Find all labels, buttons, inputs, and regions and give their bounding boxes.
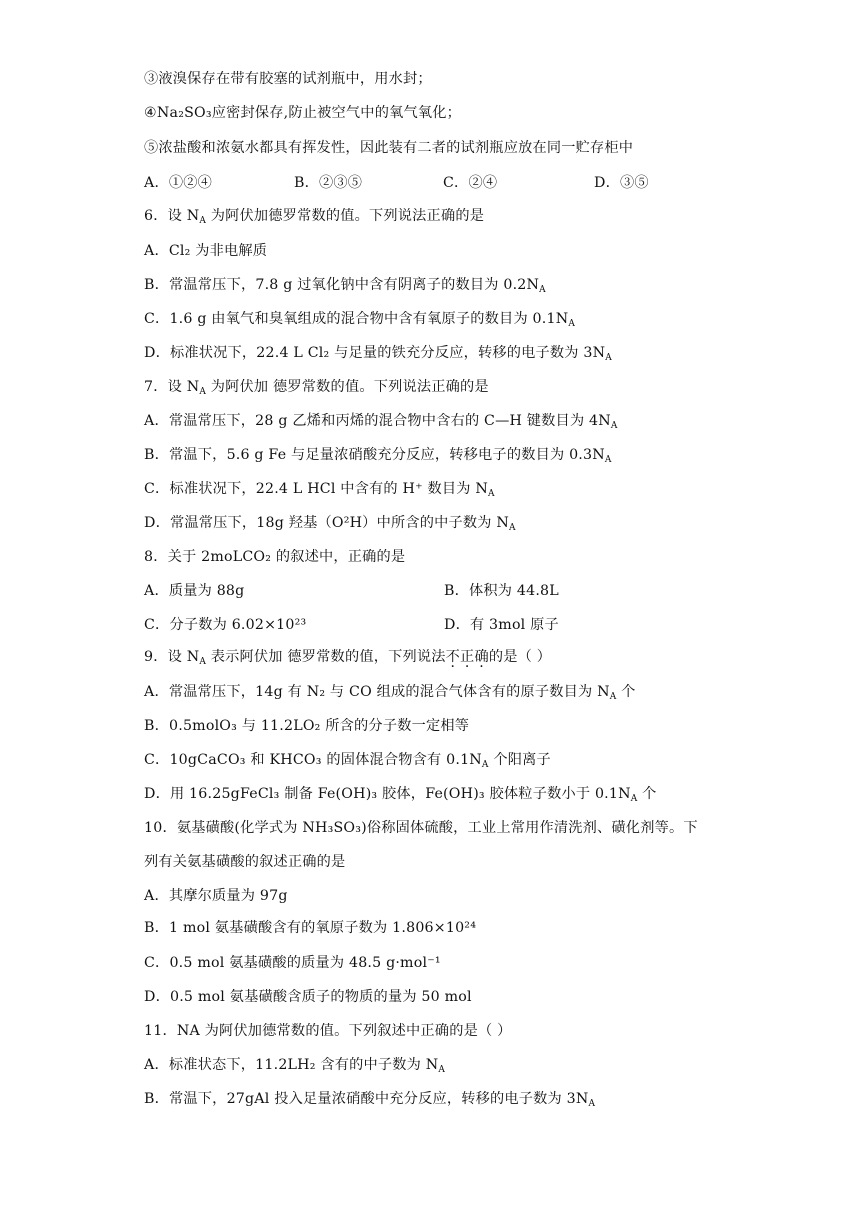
q5-option-a: A．①②④ bbox=[144, 175, 212, 191]
q10-option-b: B．1 mol 氨基磺酸含有的氧原子数为 1.806×10²⁴ bbox=[144, 920, 477, 936]
q7-stem: 7．设 $N_A$ 为阿伏加 德罗常数的值。下列说法正确的是 bbox=[144, 379, 489, 397]
q7-option-a: A．常温常压下，28 g 乙烯和丙烯的混合物中含右的 C—H 键数目为 $4N_A$ bbox=[144, 413, 618, 431]
q5-options-row bbox=[144, 173, 744, 193]
q8-stem: 8．关于 2moLCO₂ 的叙述中，正确的是 bbox=[144, 549, 406, 565]
q8-option-c: C．分子数为 6.02×10²³ bbox=[144, 617, 307, 633]
q9-option-c: C．10gCaCO₃ 和 KHCO₃ 的固体混合物含有 $0.1N_A$ 个阳离子 bbox=[144, 752, 551, 770]
q6-option-d: D．标准状况下，22.4 L Cl₂ 与足量的铁充分反应，转移的电子数为 $3N_A$ bbox=[144, 345, 612, 363]
q11-option-b: B．常温下，27gAl 投入足量浓硝酸中充分反应，转移的电子数为 $3N_A$ bbox=[144, 1091, 596, 1109]
q10-stem-line-2: 列有关氨基磺酸的叙述正确的是 bbox=[144, 854, 346, 870]
q7-option-b: B．常温下，5.6 g Fe 与足量浓硝酸充分反应，转移电子的数目为 $0.3N_A$ bbox=[144, 447, 612, 465]
q9-stem: 9．设 $N_A$ 表示阿伏加 德罗常数的值，下列说法不正确的是（ ） bbox=[144, 649, 552, 667]
q6-option-c: C．1.6 g 由氧气和臭氧组成的混合物中含有氧原子的数目为 $0.1N_A$ bbox=[144, 311, 576, 329]
q10-stem-line-1: 10．氨基磺酸(化学式为 NH₃SO₃)俗称固体硫酸，工业上常用作清洗剂、磺化剂等。下 bbox=[144, 820, 698, 836]
item-5-statement: ⑤浓盐酸和浓氨水都具有挥发性，因此装有二者的试剂瓶应放在同一贮存柜中 bbox=[144, 140, 634, 156]
q10-option-c: C．0.5 mol 氨基磺酸的质量为 48.5 g·mol⁻¹ bbox=[144, 955, 441, 971]
q7-option-c: C．标准状况下，22.4 L HCl 中含有的 H⁺ 数目为 $N_A$ bbox=[144, 481, 495, 499]
q5-option-c: C．②④ bbox=[443, 175, 498, 191]
q9-option-d: D．用 16.25gFeCl₃ 制备 Fe(OH)₃ 胶体，Fe(OH)₃ 胶体粒子数小于 $0.1N_A$ 个 bbox=[144, 786, 657, 804]
q6-stem: 6．设 $N_A$ 为阿伏加德罗常数的值。下列说法正确的是 bbox=[144, 208, 485, 226]
q8-option-b: B．体积为 44.8L bbox=[444, 583, 559, 599]
q9-option-a: A．常温常压下，14g 有 N₂ 与 CO 组成的混合气体含有的原子数目为 $N_A$ 个 bbox=[144, 684, 636, 702]
q8-options-row-2 bbox=[144, 615, 744, 635]
q7-option-d: D．常温常压下，18g 羟基（O²H）中所含的中子数为 $N_A$ bbox=[144, 515, 516, 533]
q11-option-a: A．标准状态下，11.2LH₂ 含有的中子数为 $N_A$ bbox=[144, 1057, 446, 1075]
item-3-statement: ③液溴保存在带有胶塞的试剂瓶中，用水封； bbox=[144, 71, 432, 87]
q10-option-d: D．0.5 mol 氨基磺酸含质子的物质的量为 50 mol bbox=[144, 989, 472, 1005]
q6-option-a: A．Cl₂ 为非电解质 bbox=[144, 243, 268, 259]
q6-option-b: B．常温常压下，7.8 g 过氧化钠中含有阴离子的数目为 $0.2N_A$ bbox=[144, 277, 546, 295]
q9-option-b: B．0.5molO₃ 与 11.2LO₂ 所含的分子数一定相等 bbox=[144, 718, 470, 734]
q8-options-row-1 bbox=[144, 581, 744, 601]
q10-option-a: A．其摩尔质量为 97g bbox=[144, 888, 288, 904]
q8-option-a: A．质量为 88g bbox=[144, 583, 245, 599]
item-4-statement: ④Na₂SO₃应密封保存,防止被空气中的氧气氧化； bbox=[144, 105, 462, 121]
q8-option-d: D．有 3mol 原子 bbox=[444, 617, 559, 633]
q5-option-b: B．②③⑤ bbox=[294, 175, 363, 191]
q5-option-d: D．③⑤ bbox=[594, 175, 649, 191]
q11-stem: 11．NA 为阿伏加德常数的值。下列叙述中正确的是（ ） bbox=[144, 1023, 512, 1039]
